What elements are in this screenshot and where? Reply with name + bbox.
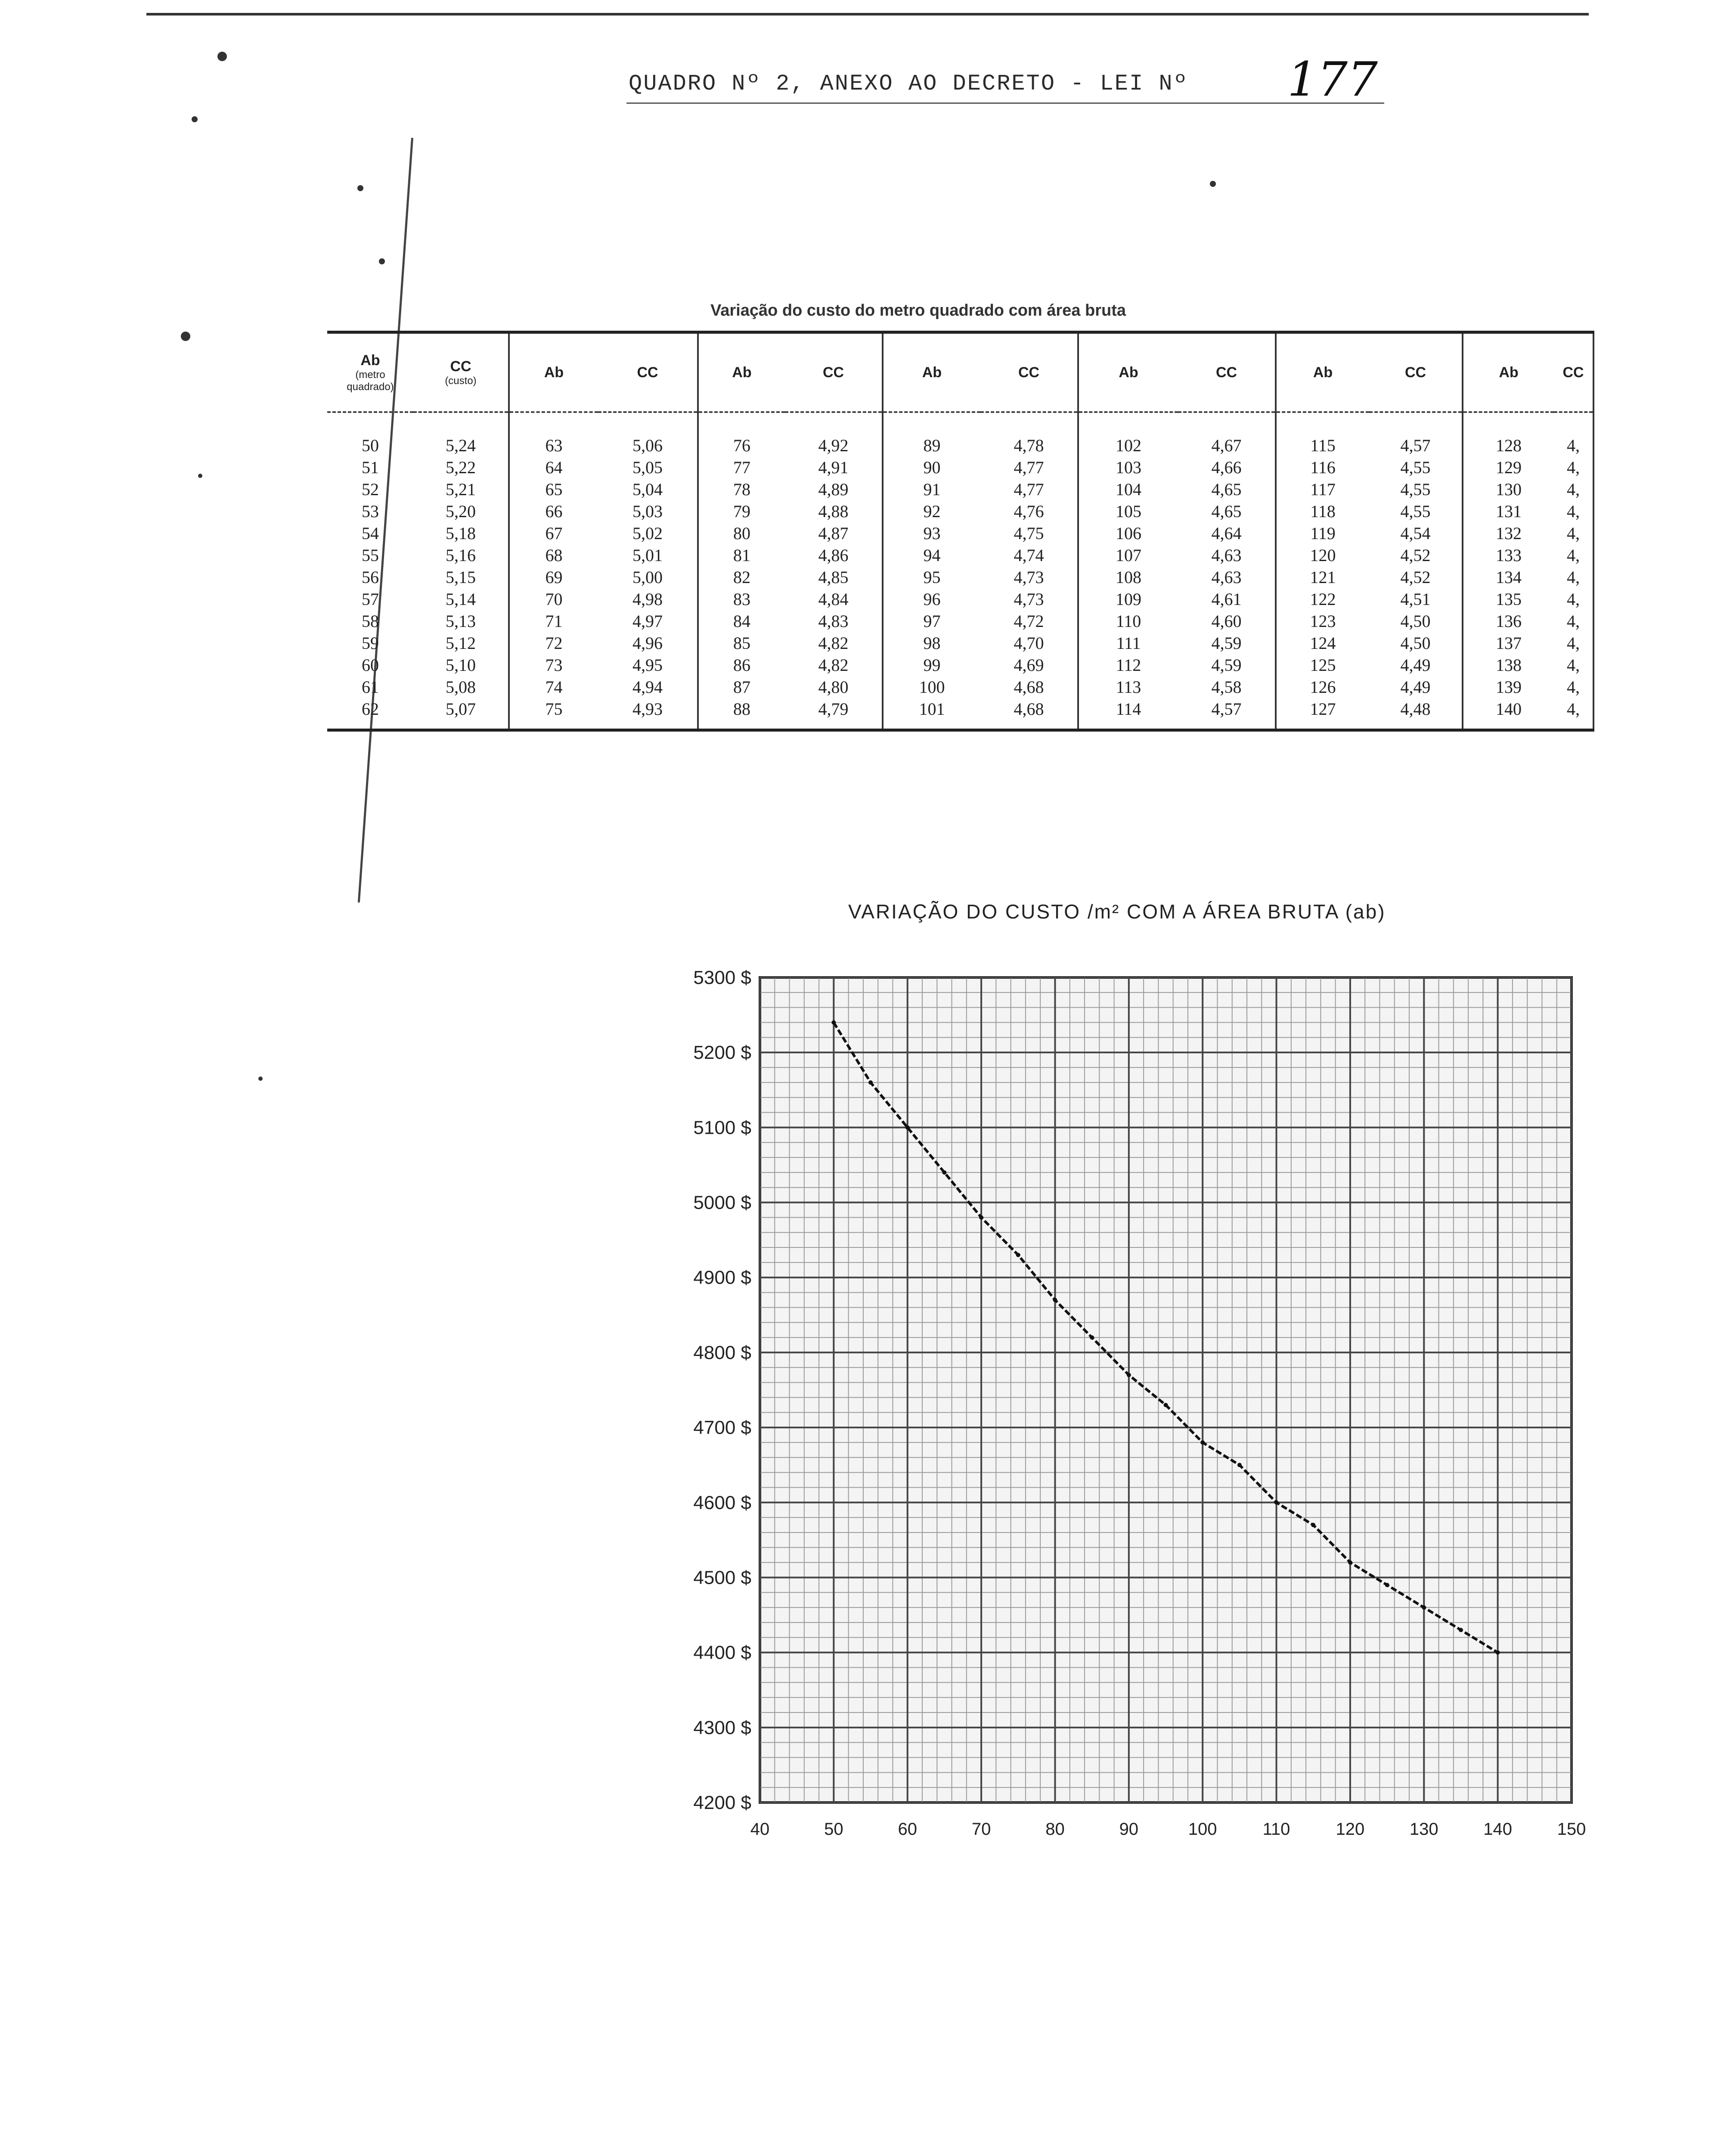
- cc-value: 5,13: [446, 611, 476, 631]
- ab-value: 56: [362, 568, 379, 587]
- cc-value: 4,75: [1014, 524, 1044, 543]
- ab-value: 58: [362, 611, 379, 631]
- cc-value: 5,24: [446, 436, 476, 455]
- ab-value: 123: [1310, 611, 1336, 631]
- table-title: Variação do custo do metro quadrado com área bruta: [710, 301, 1126, 320]
- cc-value: 4,87: [818, 524, 849, 543]
- ab-value: 103: [1116, 458, 1141, 477]
- ab-value: 89: [923, 436, 941, 455]
- cc-value: 4,: [1567, 677, 1580, 697]
- ab-value: 109: [1116, 589, 1141, 609]
- cc-value: 5,14: [446, 589, 476, 609]
- ab-value: 57: [362, 589, 379, 609]
- cc-value: 4,95: [632, 655, 663, 675]
- cc-value: 4,59: [1211, 655, 1242, 675]
- ab-value: 116: [1310, 458, 1336, 477]
- ab-value: 73: [545, 655, 563, 675]
- document-heading: QUADRO Nº 2, ANEXO AO DECRETO - LEI Nº: [629, 71, 1188, 96]
- header-cc: CC: [785, 332, 883, 413]
- cc-value: 4,86: [818, 546, 849, 565]
- data-point: [1385, 1583, 1389, 1587]
- y-tick-label: 4300 $: [693, 1717, 751, 1738]
- ab-value: 83: [733, 589, 750, 609]
- ab-value: 60: [362, 655, 379, 675]
- ab-value: 95: [923, 568, 941, 587]
- header-ab: Ab: [509, 332, 598, 413]
- cc-value: 4,77: [1014, 458, 1044, 477]
- ab-value: 132: [1496, 524, 1522, 543]
- cc-value: 4,: [1567, 699, 1580, 719]
- cc-value: 4,57: [1211, 699, 1242, 719]
- data-point: [1164, 1403, 1168, 1407]
- decree-number: 177: [1287, 52, 1378, 107]
- cc-value: 4,69: [1014, 655, 1044, 675]
- ab-value: 69: [545, 568, 563, 587]
- header-cc: CC: [1554, 332, 1593, 413]
- cc-value: 5,15: [446, 568, 476, 587]
- cc-value: 4,68: [1014, 699, 1044, 719]
- cc-value: 4,59: [1211, 633, 1242, 653]
- ab-value: 125: [1310, 655, 1336, 675]
- ab-value: 104: [1116, 480, 1141, 499]
- cc-value: 4,57: [1400, 436, 1431, 455]
- data-point: [831, 1021, 836, 1025]
- ab-value: 139: [1496, 677, 1522, 697]
- ab-value: 101: [919, 699, 945, 719]
- cc-value: 4,55: [1400, 480, 1431, 499]
- cc-value: 4,65: [1211, 480, 1242, 499]
- ab-value: 74: [545, 677, 563, 697]
- ab-value: 120: [1310, 546, 1336, 565]
- ab-value: 88: [733, 699, 750, 719]
- cc-value: 4,98: [632, 589, 663, 609]
- ab-value: 86: [733, 655, 750, 675]
- cc-value: 5,18: [446, 524, 476, 543]
- data-point: [905, 1125, 910, 1129]
- ab-value: 66: [545, 502, 563, 521]
- cc-value: 4,55: [1400, 458, 1431, 477]
- ab-value: 127: [1310, 699, 1336, 719]
- ab-value: 92: [923, 502, 941, 521]
- ab-value: 98: [923, 633, 941, 653]
- ab-value: 117: [1310, 480, 1336, 499]
- ab-value: 133: [1496, 546, 1522, 565]
- cc-value: 4,65: [1211, 502, 1242, 521]
- cc-value: 4,76: [1014, 502, 1044, 521]
- cc-value: 5,02: [632, 524, 663, 543]
- cc-value: 4,74: [1014, 546, 1044, 565]
- data-point: [1127, 1373, 1131, 1377]
- cc-value: 4,: [1567, 611, 1580, 631]
- cc-value: 4,77: [1014, 480, 1044, 499]
- cc-value: 4,66: [1211, 458, 1242, 477]
- x-axis-ticks: [750, 1820, 1586, 1839]
- ab-value: 84: [733, 611, 750, 631]
- ab-value: 107: [1116, 546, 1141, 565]
- ab-value: 121: [1310, 568, 1336, 587]
- cc-value: 4,52: [1400, 546, 1431, 565]
- x-tick-label: 90: [1119, 1820, 1139, 1839]
- ab-value: 87: [733, 677, 750, 697]
- data-point: [1237, 1463, 1242, 1467]
- cc-value: 4,: [1567, 589, 1580, 609]
- ab-value: 105: [1116, 502, 1141, 521]
- cc-value: 4,: [1567, 568, 1580, 587]
- ab-value: 63: [545, 436, 563, 455]
- ab-value: 124: [1310, 633, 1336, 653]
- cc-value: 4,54: [1400, 524, 1431, 543]
- ab-value: 118: [1310, 502, 1336, 521]
- cc-value: 4,84: [818, 589, 849, 609]
- cc-value: 4,78: [1014, 436, 1044, 455]
- cc-value: 4,85: [818, 568, 849, 587]
- y-tick-label: 5200 $: [693, 1042, 751, 1064]
- y-tick-label: 4800 $: [693, 1342, 751, 1363]
- data-point: [1311, 1523, 1315, 1527]
- y-tick-label: 4400 $: [693, 1642, 751, 1663]
- cc-value: 4,92: [818, 436, 849, 455]
- ab-value: 129: [1496, 458, 1522, 477]
- data-point: [868, 1080, 873, 1085]
- ab-value: 131: [1496, 502, 1522, 521]
- ab-value: 113: [1116, 677, 1141, 697]
- header-cc: CC: [1369, 332, 1463, 413]
- ab-value: 106: [1116, 524, 1141, 543]
- header-cc: CC: [598, 332, 698, 413]
- data-point: [1459, 1628, 1463, 1632]
- ab-value: 138: [1496, 655, 1522, 675]
- ab-value: 65: [545, 480, 563, 499]
- y-tick-label: 4500 $: [693, 1567, 751, 1588]
- ab-value: 75: [545, 699, 563, 719]
- cc-value: 4,61: [1211, 589, 1242, 609]
- ab-value: 53: [362, 502, 379, 521]
- cc-value: 4,82: [818, 655, 849, 675]
- cc-value: 4,: [1567, 436, 1580, 455]
- cc-value: 4,91: [818, 458, 849, 477]
- ab-value: 122: [1310, 589, 1336, 609]
- ab-value: 50: [362, 436, 379, 455]
- ab-value: 77: [733, 458, 750, 477]
- ab-value: 71: [545, 611, 563, 631]
- header-cc-main: CC (custo): [413, 332, 509, 413]
- header-ab: Ab: [883, 332, 980, 413]
- ab-value: 62: [362, 699, 379, 719]
- cc-value: 4,63: [1211, 546, 1242, 565]
- ab-value: 126: [1310, 677, 1336, 697]
- cc-value: 4,55: [1400, 502, 1431, 521]
- cc-value: 5,10: [446, 655, 476, 675]
- ab-value: 97: [923, 611, 941, 631]
- ab-value: 130: [1496, 480, 1522, 499]
- x-tick-label: 150: [1557, 1820, 1586, 1839]
- ab-value: 115: [1310, 436, 1336, 455]
- chart-title: VARIAÇÃO DO CUSTO /m² COM A ÁREA BRUTA (ab): [848, 900, 1386, 923]
- data-point: [1090, 1335, 1094, 1340]
- cc-value: 4,63: [1211, 568, 1242, 587]
- cc-value: 4,: [1567, 633, 1580, 653]
- ab-value: 137: [1496, 633, 1522, 653]
- ab-value: 119: [1310, 524, 1336, 543]
- cc-value: 5,06: [632, 436, 663, 455]
- y-tick-label: 5100 $: [693, 1117, 751, 1139]
- cc-value: 4,96: [632, 633, 663, 653]
- header-cc: CC: [1178, 332, 1276, 413]
- cc-value: 4,82: [818, 633, 849, 653]
- ab-value: 81: [733, 546, 750, 565]
- ab-value: 100: [919, 677, 945, 697]
- ab-value: 76: [733, 436, 750, 455]
- ab-value: 70: [545, 589, 563, 609]
- data-point: [1422, 1605, 1426, 1610]
- data-point: [1274, 1500, 1279, 1505]
- cc-value: 4,64: [1211, 524, 1242, 543]
- cc-value: 4,49: [1400, 655, 1431, 675]
- cc-value: 4,73: [1014, 589, 1044, 609]
- header-ab: Ab: [698, 332, 785, 413]
- ab-value: 140: [1496, 699, 1522, 719]
- ab-value: 78: [733, 480, 750, 499]
- x-tick-label: 70: [971, 1820, 991, 1839]
- cc-value: 5,16: [446, 546, 476, 565]
- ab-value: 112: [1116, 655, 1141, 675]
- cc-value: 4,73: [1014, 568, 1044, 587]
- ab-value: 90: [923, 458, 941, 477]
- data-point: [979, 1215, 983, 1219]
- y-tick-label: 4700 $: [693, 1417, 751, 1439]
- cc-value: 5,03: [632, 502, 663, 521]
- ab-value: 85: [733, 633, 750, 653]
- cc-value: 5,21: [446, 480, 476, 499]
- cc-value: 4,79: [818, 699, 849, 719]
- y-tick-label: 4900 $: [693, 1267, 751, 1288]
- x-tick-label: 120: [1336, 1820, 1365, 1839]
- ab-value: 55: [362, 546, 379, 565]
- cc-value: 4,94: [632, 677, 663, 697]
- ab-value: 68: [545, 546, 563, 565]
- cc-value: 4,: [1567, 524, 1580, 543]
- data-point: [1200, 1440, 1205, 1445]
- data-point: [1053, 1298, 1057, 1302]
- x-tick-label: 100: [1188, 1820, 1217, 1839]
- cc-value: 5,12: [446, 633, 476, 653]
- cc-value: 4,83: [818, 611, 849, 631]
- y-tick-label: 5000 $: [693, 1192, 751, 1213]
- cc-value: 4,: [1567, 546, 1580, 565]
- cc-value: 4,: [1567, 502, 1580, 521]
- cc-value: 4,: [1567, 655, 1580, 675]
- cc-value: 5,04: [632, 480, 663, 499]
- ab-value: 79: [733, 502, 750, 521]
- data-point: [1496, 1650, 1500, 1655]
- cc-value: 4,60: [1211, 611, 1242, 631]
- cc-value: 4,88: [818, 502, 849, 521]
- ab-value: 72: [545, 633, 563, 653]
- data-point: [942, 1170, 946, 1175]
- cc-value: 4,72: [1014, 611, 1044, 631]
- header-ab: Ab: [1276, 332, 1369, 413]
- x-tick-label: 60: [898, 1820, 917, 1839]
- header-ab: Ab: [1078, 332, 1178, 413]
- x-tick-label: 110: [1262, 1820, 1290, 1839]
- y-tick-label: 5300 $: [693, 967, 751, 988]
- plot-area: [760, 977, 1572, 1802]
- cc-value: 5,00: [632, 568, 663, 587]
- cc-value: 4,70: [1014, 633, 1044, 653]
- header-ab: Ab: [1463, 332, 1554, 413]
- ab-value: 134: [1496, 568, 1522, 587]
- data-point: [1016, 1253, 1020, 1257]
- header-ab-main: Ab (metro quadrado): [327, 332, 413, 413]
- ab-value: 82: [733, 568, 750, 587]
- cc-value: 4,49: [1400, 677, 1431, 697]
- ab-value: 128: [1496, 436, 1522, 455]
- ab-value: 64: [545, 458, 563, 477]
- cc-value: 4,68: [1014, 677, 1044, 697]
- ab-value: 93: [923, 524, 941, 543]
- x-tick-label: 50: [824, 1820, 843, 1839]
- cc-value: 5,22: [446, 458, 476, 477]
- ab-value: 110: [1116, 611, 1141, 631]
- ab-value: 80: [733, 524, 750, 543]
- ab-value: 91: [923, 480, 941, 499]
- ab-value: 99: [923, 655, 941, 675]
- cc-value: 4,50: [1400, 633, 1431, 653]
- cc-value: 4,48: [1400, 699, 1431, 719]
- ab-value: 51: [362, 458, 379, 477]
- cc-value: 4,97: [632, 611, 663, 631]
- cc-value: 4,80: [818, 677, 849, 697]
- x-tick-label: 130: [1409, 1820, 1438, 1839]
- cc-value: 4,50: [1400, 611, 1431, 631]
- cc-value: 4,52: [1400, 568, 1431, 587]
- ab-value: 96: [923, 589, 941, 609]
- ab-value: 108: [1116, 568, 1141, 587]
- ab-value: 94: [923, 546, 941, 565]
- cc-value: 5,08: [446, 677, 476, 697]
- x-tick-label: 40: [750, 1820, 770, 1839]
- cc-value: 4,: [1567, 480, 1580, 499]
- y-tick-label: 4200 $: [693, 1792, 751, 1813]
- ab-value: 67: [545, 524, 563, 543]
- cc-value: 4,51: [1400, 589, 1431, 609]
- ab-value: 52: [362, 480, 379, 499]
- y-axis-ticks: [693, 967, 751, 1813]
- x-tick-label: 140: [1483, 1820, 1513, 1839]
- y-tick-label: 4600 $: [693, 1492, 751, 1514]
- ab-value: 54: [362, 524, 379, 543]
- cc-value: 5,01: [632, 546, 663, 565]
- cc-value: 4,93: [632, 699, 663, 719]
- ab-value: 102: [1116, 436, 1141, 455]
- cc-value: 5,20: [446, 502, 476, 521]
- cc-value: 5,07: [446, 699, 476, 719]
- cc-value: 4,58: [1211, 677, 1242, 697]
- ab-value: 136: [1496, 611, 1522, 631]
- data-point: [1348, 1560, 1352, 1565]
- ab-value: 61: [362, 677, 379, 697]
- cc-value: 4,: [1567, 458, 1580, 477]
- cc-value: 5,05: [632, 458, 663, 477]
- header-cc: CC: [980, 332, 1078, 413]
- cc-value: 4,67: [1211, 436, 1242, 455]
- ab-value: 135: [1496, 589, 1522, 609]
- x-tick-label: 80: [1045, 1820, 1065, 1839]
- ab-value: 114: [1116, 699, 1141, 719]
- cc-value: 4,89: [818, 480, 849, 499]
- ab-value: 59: [362, 633, 379, 653]
- ab-value: 111: [1116, 633, 1141, 653]
